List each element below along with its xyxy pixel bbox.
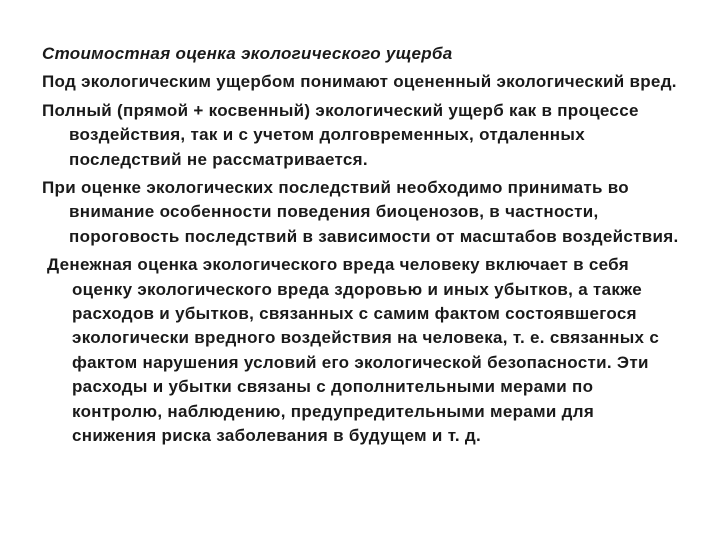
paragraph-damage-definition: Под экологическим ущербом понимают оцененный экологический вред. [42,72,677,92]
slide-heading: Стоимостная оценка экологического ущерба [42,44,453,63]
paragraph-monetary-assessment: Денежная оценка экологического вреда человеку включает в себя оценку экологического вреда здоровью и иных убытков, а также расходов и убытков, связанных с самим фактом состоявшегося экологически вредного воздействия на человека, т. е. связанных с фактом нарушения условий его экологической безопасности. Эти расходы и убытки связаны с дополнительными мерами по контролю, наблюдению, предупредительными мерами для снижения риска заболевания в будущем и т. д. [47,255,660,446]
paragraph-full-damage: Полный (прямой + косвенный) экологический ущерб как в процессе воздействия, так и с учетом долговременных, отдаленных последствий не рассматривается. [42,100,639,169]
slide-text-block [42,42,682,453]
paragraph-biocenosis-behavior: При оценке экологических последствий необходимо принимать во внимание особенности поведения биоценозов, в частности, пороговость последствий в зависимости от масштабов воздействия. [42,178,679,246]
